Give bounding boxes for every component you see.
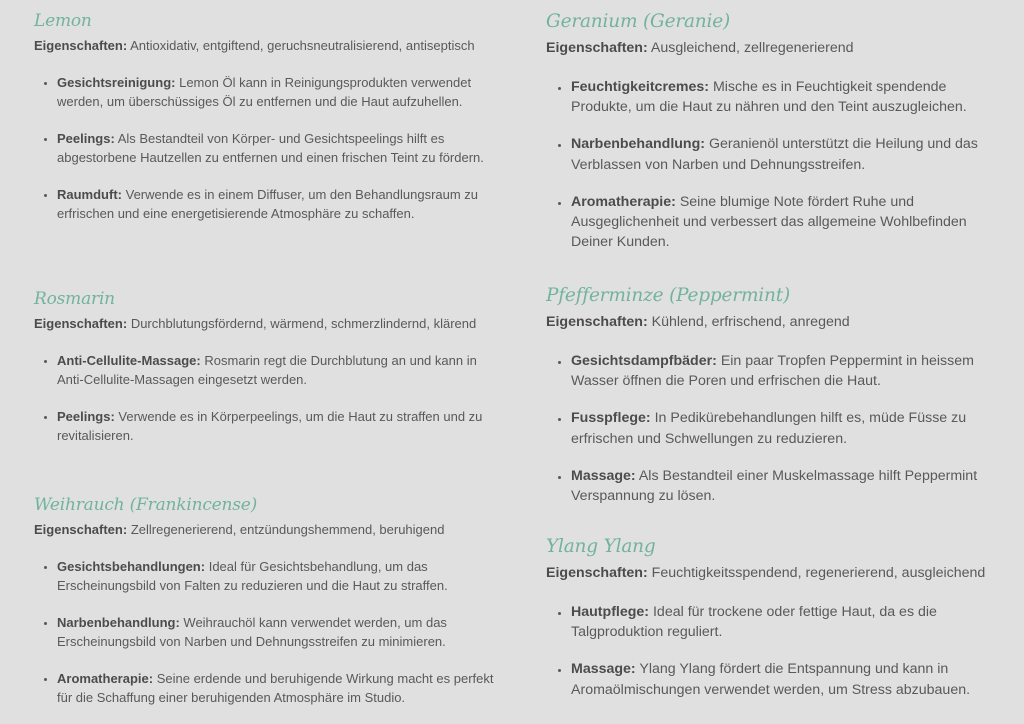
oil-heading: Pfefferminze (Peppermint) [546, 285, 790, 306]
oil-heading: Lemon [34, 11, 92, 31]
use-text: Verwende es in einem Diffuser, um den Behandlungsraum zu erfrischen und eine energetisierende Atmosphäre zu schaffen. [57, 186, 479, 221]
properties-label: Eigenschaften: [34, 521, 128, 537]
use-title: Raumduft: [57, 186, 122, 202]
use-text: Verwende es in Körperpeelings, um die Haut zu straffen und zu revitalisieren. [57, 408, 483, 443]
use-text: Lemon Öl kann in Reinigungsprodukten verwendet werden, um überschüssiges Öl zu entfernen und die Haut aufzuhellen. [57, 74, 472, 109]
properties-text: Antioxidativ, entgiftend, geruchsneutralisierend, antiseptisch [130, 37, 475, 53]
properties-text: Ausgleichend, zellregenerierend [650, 40, 854, 57]
oil-properties [546, 38, 991, 58]
uses-list [546, 602, 991, 700]
list-item [546, 659, 991, 700]
use-title: Massage: [571, 661, 636, 678]
use-text: Geranienöl unterstützt die Heilung und das Verblassen von Narben und Dehnungsstreifen. [571, 136, 978, 173]
list-item [34, 669, 494, 707]
use-text: Weihrauchöl kann verwendet werden, um das Erscheinungsbild von Narben und Dehnungsstreifen zu minimieren. [57, 614, 447, 649]
use-title: Gesichtsbehandlungen: [57, 558, 206, 574]
list-item [34, 407, 494, 445]
list-item [34, 129, 494, 167]
list-item [546, 192, 991, 253]
use-text: Ylang Ylang fördert die Entspannung und kann in Aromaölmischungen verwendet werden, um Stress abzubauen. [571, 661, 971, 698]
list-item [546, 408, 991, 449]
properties-text: Kühlend, erfrischend, anregend [651, 314, 850, 331]
use-title: Gesichtsreinigung: [57, 74, 176, 90]
use-text: Ideal für Gesichtsbehandlung, um das Erscheinungsbild von Falten zu reduzieren und die Haut zu straffen. [57, 558, 448, 593]
list-item [34, 351, 494, 389]
oil-section-geranium [546, 12, 991, 253]
use-text: Seine erdende und beruhigende Wirkung macht es perfekt für die Schaffung einer beruhigenden Atmosphäre im Studio. [57, 670, 494, 705]
oil-heading: Geranium (Geranie) [546, 11, 730, 32]
oil-section-ylang-ylang [546, 537, 991, 700]
oil-properties [34, 520, 494, 539]
use-text: Ein paar Tropfen Peppermint in heissem Wasser öffnen die Poren und erfrischen die Haut. [571, 352, 974, 389]
use-title: Hautpflege: [571, 603, 650, 620]
use-text: Als Bestandteil einer Muskelmassage hilft Peppermint Verspannung zu lösen. [571, 467, 978, 505]
oil-heading: Rosmarin [34, 289, 115, 309]
properties-label: Eigenschaften: [546, 40, 648, 57]
use-title: Peelings: [57, 408, 115, 424]
list-item [34, 73, 494, 111]
properties-text: Durchblutungsfördernd, wärmend, schmerzlindernd, klärend [130, 315, 477, 331]
use-title: Narbenbehandlung: [57, 614, 180, 630]
use-title: Feuchtigkeitcremes: [571, 78, 709, 95]
uses-list [34, 557, 494, 707]
properties-label: Eigenschaften: [546, 314, 648, 331]
use-text: In Pedikürebehandlungen hilft es, müde Füsse zu erfrischen und Schwellungen zu reduzieren. [571, 410, 967, 447]
oil-section-lemon [34, 12, 494, 223]
list-item [546, 351, 991, 392]
list-item [34, 557, 494, 595]
uses-list [34, 73, 494, 223]
uses-list [546, 351, 991, 507]
oil-properties [34, 36, 494, 55]
list-item [34, 185, 494, 223]
use-title: Narbenbehandlung: [571, 136, 705, 153]
use-title: Anti-Cellulite-Massage: [57, 352, 201, 368]
oil-section-weihrauch [34, 496, 494, 707]
use-title: Massage: [571, 467, 636, 484]
use-text: Seine blumige Note fördert Ruhe und Ausgeglichenheit und verbessert das allgemeine Wohlbefinden Deiner Kunden. [571, 193, 967, 251]
list-item [34, 613, 494, 651]
use-text: Rosmarin regt die Durchblutung an und kann in Anti-Cellulite-Massagen eingesetzt werden. [57, 352, 477, 387]
use-title: Peelings: [57, 130, 115, 146]
oil-properties [546, 563, 991, 583]
properties-label: Eigenschaften: [546, 565, 648, 582]
oil-properties [34, 314, 494, 333]
use-title: Aromatherapie: [571, 193, 676, 210]
list-item [546, 602, 991, 643]
use-text: Mische es in Feuchtigkeit spendende Produkte, um die Haut zu nähren und den Teint auszugleichen. [571, 78, 967, 115]
list-item [546, 466, 991, 507]
list-item [546, 134, 991, 175]
uses-list [34, 351, 494, 445]
use-title: Aromatherapie: [57, 670, 154, 686]
list-item [546, 77, 991, 118]
oil-section-rosmarin [34, 290, 494, 445]
oil-heading: Ylang Ylang [546, 536, 656, 557]
properties-label: Eigenschaften: [34, 37, 128, 53]
oil-properties [546, 312, 991, 332]
use-text: Ideal für trockene oder fettige Haut, da es die Talgproduktion reguliert. [571, 603, 937, 640]
use-text: Als Bestandteil von Körper- und Gesichtspeelings hilft es abgestorbene Hautzellen zu entfernen und einen frischen Teint zu fördern. [57, 130, 484, 165]
properties-text: Zellregenerierend, entzündungshemmend, beruhigend [130, 521, 445, 537]
properties-text: Feuchtigkeitsspendend, regenerierend, ausgleichend [651, 565, 986, 582]
use-title: Gesichtsdampfbäder: [571, 352, 717, 369]
oil-heading: Weihrauch (Frankincense) [34, 495, 258, 515]
uses-list [546, 77, 991, 253]
properties-label: Eigenschaften: [34, 315, 128, 331]
use-title: Fusspflege: [571, 410, 651, 427]
oil-section-pfefferminze [546, 286, 991, 506]
